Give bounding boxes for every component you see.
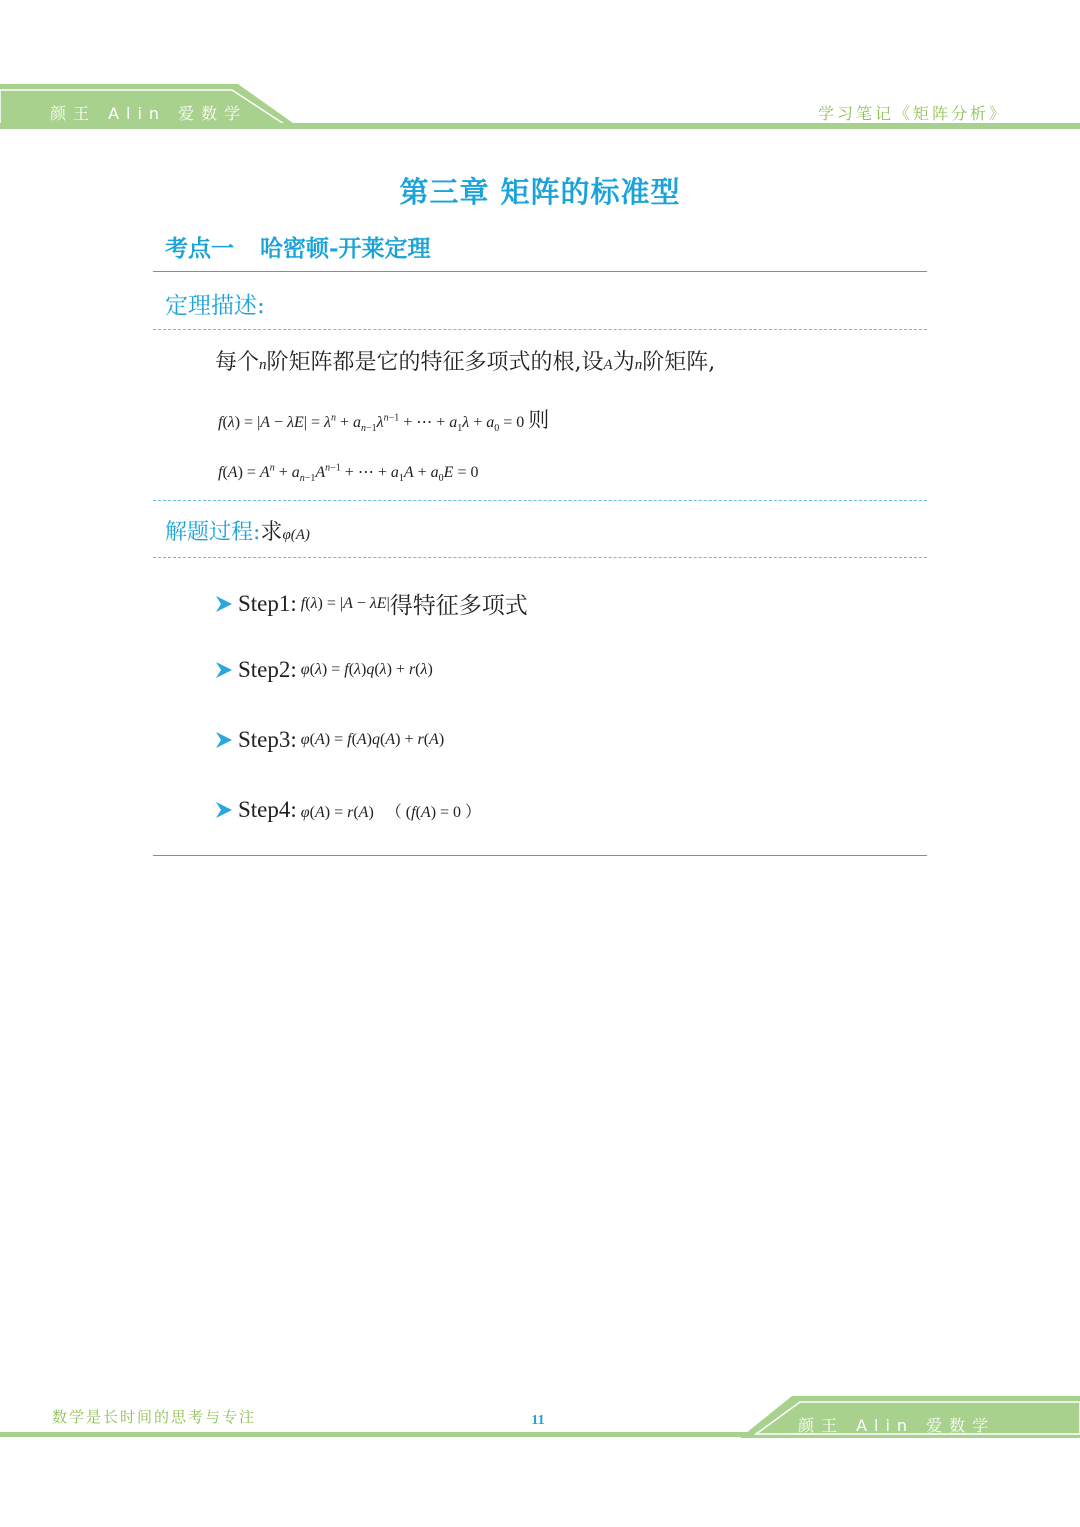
step-label: Step3: [238,727,297,752]
solution-label: 解题过程: [165,520,261,545]
cayley-hamilton-formula: $f(A) = A^n + a_{n-1}A^{n-1}$ + ⋯ + $a_1A + a_0E = 0$ [218,462,479,485]
step-expression: φ(A) = f(A)q(A) + r(A) [300,731,445,748]
step-expression: f(λ) = |A − λE| [300,594,390,612]
var-n: n [634,357,643,373]
solution-divider-top [153,500,927,501]
step-expression: φ(A) = r(A) （ (f(A) = 0 ） [300,803,482,821]
arrow-icon [214,594,234,614]
statement-text: 每个 [215,350,260,375]
step-1 [214,587,528,617]
then-word: 则 [528,408,550,432]
step-label: Step4: [238,797,297,822]
theorem-statement [215,345,715,376]
statement-text: 为 [612,350,635,375]
solution-heading [165,515,310,546]
solution-prefix: 求 [260,520,283,545]
section-end-rule [153,855,927,856]
solution-divider-bottom [153,557,927,558]
arrow-icon [214,730,234,750]
characteristic-polynomial-formula: $f(\lambda) = |A - \lambda E| = \lambda^n + a_{n-1}\lambda^{n-1}$ + ⋯ + $a_1\lambda + a_0 = 0$ 则 [218,408,550,435]
theorem-label: 定理描述: [165,293,265,319]
section-number: 考点一 [165,235,234,262]
theorem-divider [153,329,927,330]
arrow-icon [214,660,234,680]
solution-target: φ(A) [282,527,310,543]
step-label: Step2: [238,657,297,682]
header-book-title: 学习笔记《矩阵分析》 [817,104,1008,123]
page-number: 11 [531,1413,545,1428]
step-description: 得特征多项式 [389,593,528,619]
var-n: n [259,357,267,373]
footer-motto: 数学是长时间的思考与专注 [52,1408,257,1426]
arrow-icon [214,800,234,820]
step-2 [214,657,433,687]
chapter-title: 第三章 矩阵的标准型 [399,175,681,209]
var-A: A [603,357,613,373]
statement-text: 阶矩阵都是它的特征多项式的根,设 [266,350,604,375]
section-rule [153,271,927,272]
step-3 [214,727,444,757]
step-4 [214,797,481,827]
section-heading [165,230,431,263]
header-brand: 颜王 Alin 爱数学 [50,104,248,123]
step-label: Step1: [238,590,297,616]
statement-text: 阶矩阵, [642,350,716,375]
footer-brand: 颜王 Alin 爱数学 [798,1416,996,1435]
step-expression: φ(λ) = f(λ)q(λ) + r(λ) [300,661,433,678]
section-title: 哈密顿-开莱定理 [260,235,431,262]
